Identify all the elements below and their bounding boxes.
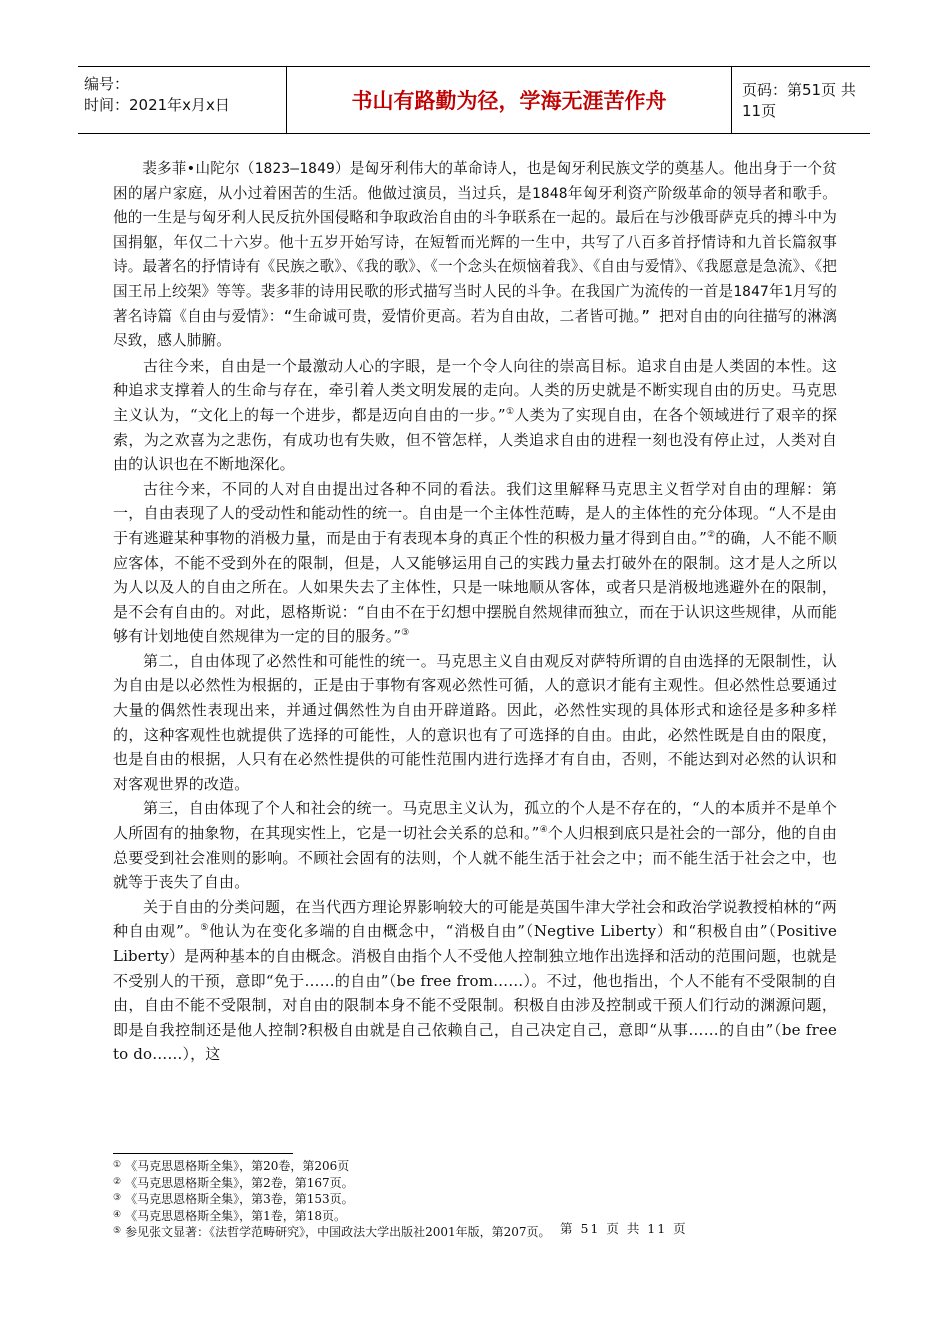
footnote-ref-3: ③ bbox=[401, 628, 410, 639]
paragraph-text: 的确，人不能不顺应客体，不能不受到外在的限制，但是，人又能够运用自己的实践力量去打破外在的限制。这才是人之所以为人以及人的自由之所在。人如果失去了主体性，只是一味地顺从客体，或者只是消极地逃避外在的限制，是不会有自由的。对此，恩格斯说：“自由不在于幻想中摆脱自然规律而独立，而在于认识这些规律，从而能够有计划地使自然规律为一定的目的服务。” bbox=[113, 528, 838, 646]
footnote-ref-4: ④ bbox=[539, 825, 548, 836]
footnote-text: 参见张文显著：《法哲学范畴研究》，中国政法大学出版社2001年版，第207页。 bbox=[125, 1225, 551, 1240]
header-motto: 书山有路勤为径，学海无涯苦作舟 bbox=[287, 67, 732, 133]
paragraph-text: 古往今来，自由是一个最激动人心的字眼，是一个令人向往的崇高目标。追求自由是人类固的本性。这种追求支撑着人的生命与存在，牵引着人类文明发展的走向。人类的历史就是不断实现自由的历史。马克思主义认为，“文化上的每一个进步，都是迈向自由的一步。” bbox=[113, 356, 837, 424]
footnote-mark: ① bbox=[113, 1160, 122, 1170]
footnote-item bbox=[113, 1191, 837, 1208]
header-meta-cell bbox=[78, 67, 287, 133]
footnote-mark: ③ bbox=[113, 1193, 122, 1204]
paragraph-text: 人类为了实现自由，在各个领域进行了艰辛的探索，为之欢喜为之悲伤，有成功也有失败，但不管怎样，人类追求自由的进程一刻也没有停止过，人类对自由的认识也在不断地深化。 bbox=[113, 405, 838, 474]
footnote-item bbox=[113, 1158, 837, 1175]
footnote-divider bbox=[113, 1153, 293, 1154]
paragraph-text: 他认为在变化多端的自由概念中，“消极自由”（Negtive Liberty）和“积极自由”（Positive Liberty）是两种基本的自由概念。消极自由指个人不受他人控制独立地作出选择和活动的范围问题，也就是不受别人的干预，意即“免于……的自由”（be free from……）。不过，他也指出，个人不能有不受限制的自由，自由不能不受限制，对自由的限制本身不能不受限制。积极自由涉及控制或干预人们行动的渊源问题，即是自我控制还是他人控制?积极自由就是自己依赖自己，自己决定自己，意即“从事……的自由”（be free to do……），这 bbox=[113, 922, 838, 1064]
footnote-mark: ② bbox=[113, 1176, 122, 1187]
footnotes bbox=[113, 1158, 837, 1241]
footnote-text: 《马克思恩格斯全集》，第2卷，第167页。 bbox=[125, 1175, 354, 1190]
paragraph-text: 关于自由的分类问题，在当代西方理论界影响较大的可能是英国牛津大学社会和政治学说教授柏林的“两种自由观”。 bbox=[113, 897, 837, 941]
paragraph-text: 个人归根到底只是社会的一部分，他的自由总要受到社会准则的影响。不顾社会固有的法则，个人就不能生活于社会之中；而不能生活于社会之中，也就等于丧失了自由。 bbox=[113, 824, 837, 892]
paragraph-berlin bbox=[113, 895, 837, 1067]
time-label: 时间：2021年x月x日 bbox=[84, 96, 230, 114]
paragraph-petofi: 裴多菲•山陀尔（1823—1849）是匈牙利伟大的革命诗人，也是匈牙利民族文学的奠基人。他出身于一个贫困的屠户家庭，从小过着困苦的生活。他做过演员，当过兵，是1848年匈牙利资产阶级革命的领导者和歌手。他的一生是与匈牙利人民反抗外国侵略和争取政治自由的斗争联系在一起的。最后在与沙俄哥萨克兵的搏斗中为国捐躯，年仅二十六岁。他十五岁开始写诗，在短暂而光辉的一生中，共写了八百多首抒情诗和九首长篇叙事诗。最著名的抒情诗有《民族之歌》、《我的歌》、《一个念头在烦恼着我》、《自由与爱情》、《我愿意是急流》、《把国王吊上绞架》等等。裴多菲的诗用民歌的形式描写当时人民的斗争。在我国广为流传的一首是1847年1月写的著名诗篇《自由与爱情》：“生命诚可贵，爱情价更高。若为自由故，二者皆可抛。” 把对自由的向往描写的淋漓尽致，感人肺腑。 bbox=[113, 160, 837, 350]
number-label: 编号： bbox=[84, 75, 130, 93]
paragraph-first-point bbox=[113, 477, 837, 649]
document-body bbox=[113, 157, 837, 1067]
footnote-item bbox=[113, 1175, 837, 1192]
paragraph-second-point: 第二，自由体现了必然性和可能性的统一。马克思主义自由观反对萨特所谓的自由选择的无限制性，认为自由是以必然性为根据的，正是由于事物有客观必然性可循，人的意识才能有主观性。但必然性总要通过大量的偶然性表现出来，并通过偶然性为自由开辟道路。因此，必然性实现的具体形式和途径是多种多样的，这种客观性也就提供了选择的可能性，人的意识也有了可选择的自由。由此，必然性既是自由的限度，也是自由的根据，人只有在必然性提供的可能性范围内进行选择才有自由，否则，不能达到对必然的认识和对客观世界的改造。 bbox=[113, 651, 837, 793]
footnote-ref-5: ⑤ bbox=[200, 923, 210, 934]
footnote-ref-1: ① bbox=[505, 406, 515, 417]
footnote-ref-2: ② bbox=[706, 529, 716, 540]
page-footer-number: 第 51 页 共 11 页 bbox=[560, 1221, 688, 1236]
page-header bbox=[78, 66, 870, 134]
paragraph-text: 第三，自由体现了个人和社会的统一。马克思主义认为，孤立的个人是不存在的，“人的本质并不是单个人所固有的抽象物，在其现实性上，它是一切社会关系的总和。” bbox=[113, 799, 837, 843]
paragraph-third-point bbox=[113, 796, 837, 894]
paragraph-freedom-history bbox=[113, 354, 837, 477]
footnote-text: 《马克思恩格斯全集》，第3卷，第153页。 bbox=[125, 1192, 354, 1207]
footnote-mark: ④ bbox=[113, 1209, 122, 1220]
footnote-mark: ⑤ bbox=[113, 1226, 122, 1237]
footnote-text: 《马克思恩格斯全集》，第1卷，第18页。 bbox=[125, 1208, 346, 1223]
footnote-text: 《马克思恩格斯全集》，第20卷，第206页 bbox=[125, 1159, 350, 1173]
paragraph-text: 古往今来，不同的人对自由提出过各种不同的看法。我们这里解释马克思主义哲学对自由的理解：第一，自由表现了人的受动性和能动性的统一。自由是一个主体性范畴，是人的主体性的充分体现。“人不是由于有逃避某种事物的消极力量，而是由于有表现本身的真正个性的积极力量才得到自由。” bbox=[113, 479, 837, 547]
footnote-item bbox=[113, 1224, 837, 1241]
footnote-item bbox=[113, 1208, 837, 1225]
header-page-label: 页码：第51页 共11页 bbox=[742, 81, 856, 120]
